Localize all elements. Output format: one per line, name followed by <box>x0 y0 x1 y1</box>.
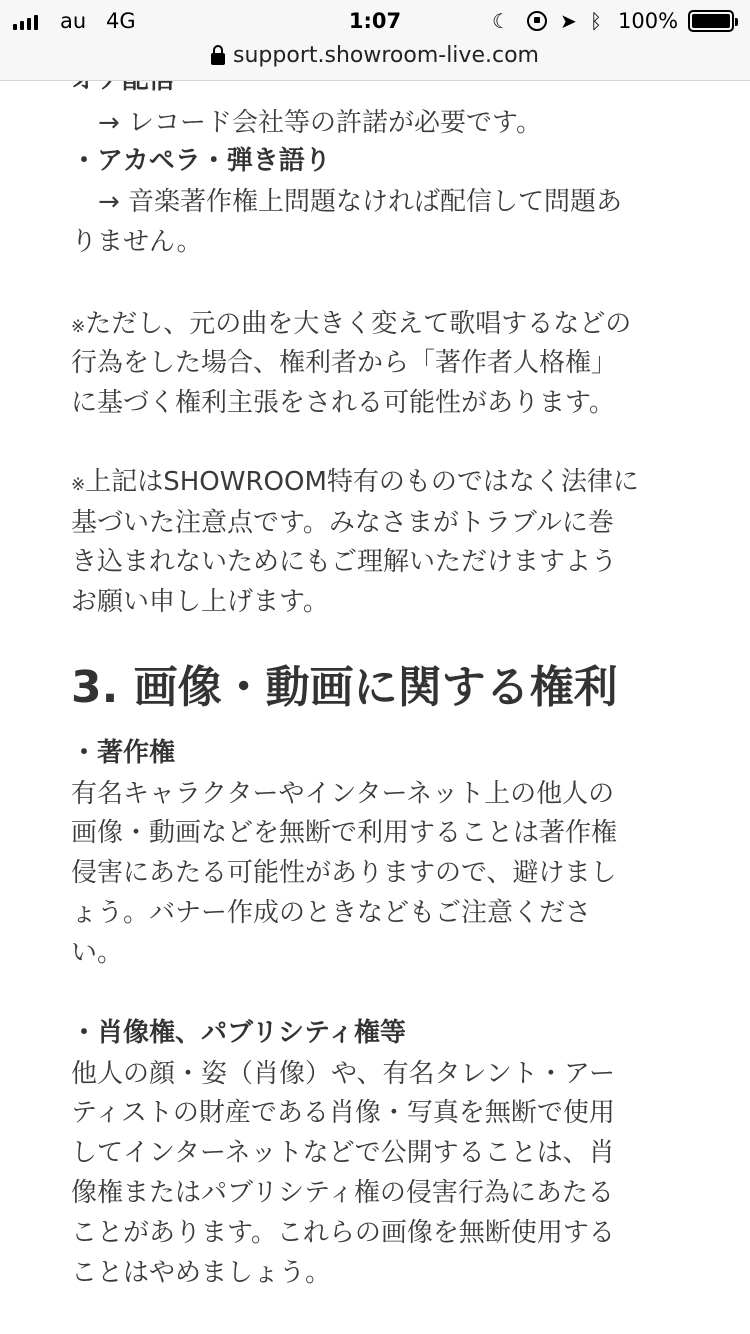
note-mark: ※ <box>71 475 86 495</box>
rotation-lock-icon <box>527 11 547 31</box>
note-line <box>71 464 639 503</box>
note-line: に基づく権利主張をされる可能性があります。 <box>71 388 615 418</box>
section-title: 3. 画像・動画に関する権利 <box>71 662 618 713</box>
browser-top-bar <box>0 0 750 81</box>
note-line: 基づいた注意点です。みなさまがトラブルに巻 <box>71 508 614 538</box>
note-text: 上記はSHOWROOM特有のものではなく法律に <box>85 467 639 497</box>
note-line: き込まれないためにもご理解いただけますよう <box>71 547 618 577</box>
lock-icon <box>211 53 225 65</box>
battery-icon <box>688 10 734 32</box>
battery-percentage: 100% <box>618 9 679 33</box>
bluetooth-icon: ᛒ <box>590 9 602 33</box>
network-label: 4G <box>106 9 136 33</box>
paragraph-line: ことがあります。これらの画像を無断使用する <box>71 1218 615 1248</box>
address-bar[interactable] <box>0 38 750 72</box>
paragraph-line: ことはやめましょう。 <box>71 1258 332 1288</box>
acapella-heading: ・アカペラ・弾き語り <box>71 146 331 176</box>
paragraph-line: りません。 <box>71 227 203 257</box>
note-text: ただし、元の曲を大きく変えて歌唱するなどの <box>85 309 632 339</box>
paragraph-line: 像権またはパブリシティ権の侵害行為にあたる <box>71 1178 614 1208</box>
portrait-rights-heading: ・肖像権、パブリシティ権等 <box>71 1018 406 1048</box>
paragraph-line: 他人の顔・姿（肖像）や、有名タレント・アー <box>71 1059 616 1089</box>
paragraph-line: してインターネットなどで公開することは、肖 <box>71 1138 615 1168</box>
note-line <box>71 306 631 345</box>
paragraph-line: 画像・動画などを無断で利用することは著作権 <box>71 818 618 848</box>
carrier-label: au <box>60 9 87 33</box>
paragraph-line: 有名キャラクターやインターネット上の他人の <box>71 779 615 809</box>
copyright-heading: ・著作権 <box>71 738 176 768</box>
url-text[interactable]: support.showroom-live.com <box>233 42 539 68</box>
paragraph-line: ょう。バナー作成のときなどもご注意くださ <box>71 898 592 928</box>
paragraph-line: → レコード会社等の許諾が必要です。 <box>98 108 542 138</box>
status-time: 1:07 <box>348 9 402 33</box>
paragraph-line: → 音楽著作権上問題なければ配信して問題あ <box>98 187 623 217</box>
location-icon: ➤ <box>560 9 577 33</box>
paragraph-line: い。 <box>71 938 124 968</box>
note-line: お願い申し上げます。 <box>71 587 329 617</box>
paragraph-line: 侵害にあたる可能性がありますので、避けまし <box>71 858 617 888</box>
paragraph-line: ティストの財産である肖像・写真を無断で使用 <box>71 1098 615 1128</box>
note-line: 行為をした場合、権利者から「著作者人格権」 <box>71 348 618 378</box>
moon-icon: ☾ <box>492 9 510 33</box>
note-mark: ※ <box>71 317 86 337</box>
